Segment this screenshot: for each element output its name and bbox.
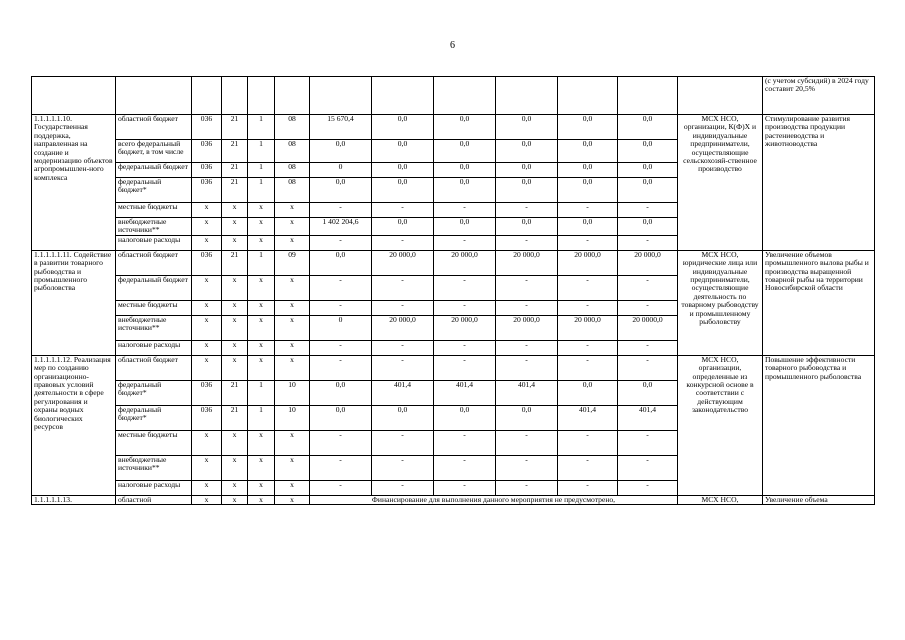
value-cell: - bbox=[372, 430, 434, 455]
value-cell: - bbox=[434, 455, 496, 480]
funding-source: областной бюджет bbox=[116, 355, 192, 380]
value-cell: - bbox=[618, 355, 678, 380]
value-cell: 15 670,4 bbox=[310, 115, 372, 140]
value-cell: - bbox=[434, 340, 496, 355]
value-cell: - bbox=[496, 455, 558, 480]
value-cell: - bbox=[558, 300, 618, 315]
measures-body bbox=[32, 115, 875, 496]
value-cell: 0,0 bbox=[496, 140, 558, 163]
value-cell: 20 000,0 bbox=[434, 250, 496, 275]
code-cell: x bbox=[248, 355, 275, 380]
table-row bbox=[32, 355, 875, 380]
table-row bbox=[32, 250, 875, 275]
value-cell: 401,4 bbox=[558, 405, 618, 430]
value-cell: - bbox=[496, 275, 558, 300]
funding-source: налоговые расходы bbox=[116, 235, 192, 250]
code-cell: x bbox=[222, 495, 248, 504]
page-number: 6 bbox=[450, 40, 455, 51]
code-cell: 036 bbox=[192, 163, 222, 178]
value-cell: 0,0 bbox=[310, 405, 372, 430]
funding-source: федеральный бюджет* bbox=[116, 178, 192, 203]
code-cell: x bbox=[192, 300, 222, 315]
code-cell: x bbox=[192, 203, 222, 218]
value-cell: 401,4 bbox=[372, 380, 434, 405]
value-cell: 20 000,0 bbox=[558, 315, 618, 340]
value-cell: - bbox=[372, 235, 434, 250]
code-cell: x bbox=[275, 480, 310, 495]
value-cell: - bbox=[310, 203, 372, 218]
value-cell: - bbox=[310, 430, 372, 455]
code-cell: x bbox=[192, 315, 222, 340]
value-cell: - bbox=[558, 355, 618, 380]
code-cell: 1 bbox=[248, 178, 275, 203]
value-cell: - bbox=[434, 430, 496, 455]
funding-source: местные бюджеты bbox=[116, 300, 192, 315]
value-cell: 0,0 bbox=[310, 380, 372, 405]
value-cell: 0,0 bbox=[558, 163, 618, 178]
value-cell: 0,0 bbox=[558, 380, 618, 405]
value-cell: - bbox=[372, 480, 434, 495]
value-cell: - bbox=[310, 480, 372, 495]
funding-source: федеральный бюджет* bbox=[116, 380, 192, 405]
code-cell: x bbox=[192, 340, 222, 355]
result-cell: Повышение эффективности товарного рыбоводства и промышленного рыболовства bbox=[763, 355, 875, 495]
value-cell: 0,0 bbox=[434, 178, 496, 203]
funding-source: областной бюджет bbox=[116, 115, 192, 140]
value-cell: - bbox=[618, 203, 678, 218]
code-cell: 036 bbox=[192, 250, 222, 275]
financing-note: Финансирование для выполнения данного мероприятия не предусмотрено, bbox=[310, 495, 678, 504]
funding-source: налоговые расходы bbox=[116, 480, 192, 495]
code-cell: x bbox=[248, 495, 275, 504]
value-cell: 20 000,0 bbox=[434, 315, 496, 340]
top-note: (с учетом субсидий) в 2024 году составит 20,5% bbox=[763, 77, 875, 115]
value-cell: 0,0 bbox=[310, 250, 372, 275]
last-row bbox=[32, 495, 875, 504]
value-cell: - bbox=[372, 455, 434, 480]
code-cell: 21 bbox=[222, 405, 248, 430]
value-cell: 0 bbox=[310, 163, 372, 178]
value-cell: - bbox=[558, 480, 618, 495]
executor-cell: МСХ НСО, bbox=[678, 495, 763, 504]
code-cell: x bbox=[275, 355, 310, 380]
funding-source: местные бюджеты bbox=[116, 203, 192, 218]
value-cell: 1 402 204,6 bbox=[310, 218, 372, 236]
funding-source: федеральный бюджет bbox=[116, 163, 192, 178]
code-cell: x bbox=[248, 300, 275, 315]
value-cell: 0,0 bbox=[434, 115, 496, 140]
value-cell: 0,0 bbox=[496, 115, 558, 140]
executor-cell: МСХ НСО, юридические лица или индивидуальные предприниматели, осуществляющие деятельность по товарному рыбоводству и промышленному рыболовству bbox=[678, 250, 763, 355]
code-cell: x bbox=[275, 430, 310, 455]
value-cell: 401,4 bbox=[434, 380, 496, 405]
value-cell: - bbox=[434, 355, 496, 380]
code-cell: 1 bbox=[248, 163, 275, 178]
value-cell: 0,0 bbox=[372, 163, 434, 178]
code-cell: x bbox=[222, 315, 248, 340]
value-cell: 0,0 bbox=[558, 218, 618, 236]
funding-source: местные бюджеты bbox=[116, 430, 192, 455]
code-cell: x bbox=[222, 355, 248, 380]
code-cell: x bbox=[248, 235, 275, 250]
funding-source: областной бюджет bbox=[116, 250, 192, 275]
funding-source: внебюджетные источники** bbox=[116, 218, 192, 236]
code-cell: x bbox=[275, 218, 310, 236]
measure-name: 1.1.1.1.1.11. Содействие в развитии товарного рыбоводства и промышленного рыболовства bbox=[32, 250, 116, 355]
value-cell: 0,0 bbox=[496, 218, 558, 236]
budget-table bbox=[31, 76, 875, 505]
code-cell: x bbox=[248, 218, 275, 236]
code-cell: x bbox=[222, 235, 248, 250]
value-cell: - bbox=[310, 275, 372, 300]
value-cell: - bbox=[496, 203, 558, 218]
result-cell: Увеличение объемов промышленного вылова рыбы и производства выращенной товарной рыбы на территории Новосибирской области bbox=[763, 250, 875, 355]
value-cell: - bbox=[372, 275, 434, 300]
value-cell: - bbox=[496, 340, 558, 355]
code-cell: x bbox=[222, 455, 248, 480]
value-cell: - bbox=[434, 300, 496, 315]
code-cell: 21 bbox=[222, 380, 248, 405]
code-cell: x bbox=[222, 300, 248, 315]
value-cell: 0,0 bbox=[558, 140, 618, 163]
value-cell: 0,0 bbox=[558, 178, 618, 203]
value-cell: - bbox=[310, 300, 372, 315]
code-cell: x bbox=[192, 430, 222, 455]
code-cell: x bbox=[222, 430, 248, 455]
code-cell: x bbox=[192, 218, 222, 236]
value-cell: 0,0 bbox=[372, 218, 434, 236]
code-cell: x bbox=[275, 455, 310, 480]
funding-source: федеральный бюджет* bbox=[116, 405, 192, 430]
value-cell: 0,0 bbox=[496, 178, 558, 203]
code-cell: 036 bbox=[192, 380, 222, 405]
code-cell: x bbox=[222, 203, 248, 218]
value-cell: - bbox=[496, 430, 558, 455]
value-cell: - bbox=[558, 235, 618, 250]
value-cell: - bbox=[310, 355, 372, 380]
result-cell: Увеличение объема bbox=[763, 495, 875, 504]
code-cell: 08 bbox=[275, 115, 310, 140]
value-cell: 20 000,0 bbox=[558, 250, 618, 275]
value-cell: 0,0 bbox=[372, 115, 434, 140]
value-cell: 0,0 bbox=[434, 140, 496, 163]
funding-source: внебюджетные источники** bbox=[116, 315, 192, 340]
value-cell: 0,0 bbox=[496, 405, 558, 430]
value-cell: 20 000,0 bbox=[496, 315, 558, 340]
measure-name: 1.1.1.1.1.12. Реализация мер по созданию организационно-правовых условий деятельности в сфере регулирования и охраны водных биологических ресурсов bbox=[32, 355, 116, 495]
value-cell: 0,0 bbox=[434, 218, 496, 236]
code-cell: x bbox=[248, 455, 275, 480]
code-cell: 21 bbox=[222, 178, 248, 203]
value-cell: - bbox=[618, 235, 678, 250]
value-cell: 0,0 bbox=[310, 178, 372, 203]
value-cell: 0,0 bbox=[618, 115, 678, 140]
code-cell: x bbox=[192, 275, 222, 300]
code-cell: x bbox=[275, 495, 310, 504]
code-cell: 21 bbox=[222, 163, 248, 178]
code-cell: x bbox=[275, 315, 310, 340]
value-cell: 401,4 bbox=[618, 405, 678, 430]
value-cell: 0,0 bbox=[372, 140, 434, 163]
value-cell: - bbox=[434, 480, 496, 495]
code-cell: x bbox=[275, 235, 310, 250]
value-cell: - bbox=[558, 340, 618, 355]
value-cell: - bbox=[372, 300, 434, 315]
value-cell: - bbox=[618, 275, 678, 300]
value-cell: 0,0 bbox=[618, 218, 678, 236]
code-cell: 1 bbox=[248, 405, 275, 430]
code-cell: x bbox=[248, 480, 275, 495]
measure-name: 1.1.1.1.1.10. Государственная поддержка, направленная на создание и модернизацию объектов агропромышлен-ного комплекса bbox=[32, 115, 116, 251]
code-cell: 08 bbox=[275, 163, 310, 178]
value-cell: 0,0 bbox=[496, 163, 558, 178]
value-cell: - bbox=[618, 430, 678, 455]
value-cell: - bbox=[372, 340, 434, 355]
value-cell: 0,0 bbox=[310, 140, 372, 163]
code-cell: 08 bbox=[275, 178, 310, 203]
value-cell: 0,0 bbox=[618, 163, 678, 178]
funding-source: областной bbox=[116, 495, 192, 504]
code-cell: x bbox=[192, 495, 222, 504]
funding-source: федеральный бюджет bbox=[116, 275, 192, 300]
code-cell: 1 bbox=[248, 140, 275, 163]
code-cell: 21 bbox=[222, 250, 248, 275]
code-cell: 21 bbox=[222, 140, 248, 163]
measure-name: 1.1.1.1.1.13. bbox=[32, 495, 116, 504]
code-cell: x bbox=[192, 235, 222, 250]
value-cell: - bbox=[558, 430, 618, 455]
code-cell: x bbox=[222, 218, 248, 236]
value-cell: - bbox=[618, 300, 678, 315]
value-cell: - bbox=[434, 235, 496, 250]
value-cell: - bbox=[310, 340, 372, 355]
value-cell: - bbox=[618, 455, 678, 480]
funding-source: всего федеральный бюджет, в том числе bbox=[116, 140, 192, 163]
code-cell: 10 bbox=[275, 405, 310, 430]
code-cell: x bbox=[192, 355, 222, 380]
code-cell: 1 bbox=[248, 250, 275, 275]
code-cell: x bbox=[222, 480, 248, 495]
code-cell: 1 bbox=[248, 380, 275, 405]
code-cell: x bbox=[248, 430, 275, 455]
value-cell: - bbox=[434, 203, 496, 218]
code-cell: x bbox=[222, 275, 248, 300]
value-cell: - bbox=[496, 355, 558, 380]
value-cell: - bbox=[496, 235, 558, 250]
code-cell: x bbox=[248, 315, 275, 340]
funding-source: внебюджетные источники** bbox=[116, 455, 192, 480]
code-cell: x bbox=[275, 275, 310, 300]
table-row bbox=[32, 115, 875, 140]
value-cell: - bbox=[372, 355, 434, 380]
executor-cell: МСХ НСО, организации, определенные из конкурсной основе в соответствии с действующим законодательство bbox=[678, 355, 763, 495]
code-cell: 036 bbox=[192, 405, 222, 430]
code-cell: x bbox=[275, 300, 310, 315]
code-cell: x bbox=[275, 340, 310, 355]
code-cell: 036 bbox=[192, 140, 222, 163]
value-cell: 401,4 bbox=[496, 380, 558, 405]
executor-cell: МСХ НСО, организации, К(Ф)Х и индивидуальные предприниматели, осуществляющие сельскохозяй-ственное производство bbox=[678, 115, 763, 251]
value-cell: 0,0 bbox=[434, 163, 496, 178]
value-cell: 0,0 bbox=[372, 178, 434, 203]
value-cell: 20 000,0 bbox=[372, 315, 434, 340]
value-cell: - bbox=[372, 203, 434, 218]
value-cell: 0,0 bbox=[618, 178, 678, 203]
value-cell: - bbox=[558, 455, 618, 480]
code-cell: 036 bbox=[192, 178, 222, 203]
value-cell: 0,0 bbox=[618, 140, 678, 163]
funding-source: налоговые расходы bbox=[116, 340, 192, 355]
code-cell: x bbox=[222, 340, 248, 355]
code-cell: x bbox=[192, 455, 222, 480]
value-cell: - bbox=[310, 455, 372, 480]
value-cell: 20 000,0 bbox=[496, 250, 558, 275]
code-cell: 21 bbox=[222, 115, 248, 140]
value-cell: - bbox=[496, 480, 558, 495]
code-cell: x bbox=[248, 275, 275, 300]
value-cell: - bbox=[618, 340, 678, 355]
code-cell: x bbox=[192, 480, 222, 495]
code-cell: 10 bbox=[275, 380, 310, 405]
value-cell: 20 0000,0 bbox=[618, 315, 678, 340]
code-cell: x bbox=[248, 203, 275, 218]
value-cell: 0,0 bbox=[434, 405, 496, 430]
value-cell: 0,0 bbox=[372, 405, 434, 430]
code-cell: 036 bbox=[192, 115, 222, 140]
continuation-row bbox=[32, 77, 875, 115]
code-cell: 1 bbox=[248, 115, 275, 140]
value-cell: - bbox=[558, 203, 618, 218]
value-cell: 20 000,0 bbox=[372, 250, 434, 275]
value-cell: 20 000,0 bbox=[618, 250, 678, 275]
value-cell: - bbox=[310, 235, 372, 250]
value-cell: - bbox=[434, 275, 496, 300]
value-cell: - bbox=[618, 480, 678, 495]
value-cell: 0,0 bbox=[558, 115, 618, 140]
code-cell: x bbox=[275, 203, 310, 218]
code-cell: 08 bbox=[275, 140, 310, 163]
value-cell: 0 bbox=[310, 315, 372, 340]
value-cell: 0,0 bbox=[618, 380, 678, 405]
value-cell: - bbox=[558, 275, 618, 300]
code-cell: x bbox=[248, 340, 275, 355]
result-cell: Стимулирование развития производства продукции растениеводства и животноводства bbox=[763, 115, 875, 251]
value-cell: - bbox=[496, 300, 558, 315]
code-cell: 09 bbox=[275, 250, 310, 275]
